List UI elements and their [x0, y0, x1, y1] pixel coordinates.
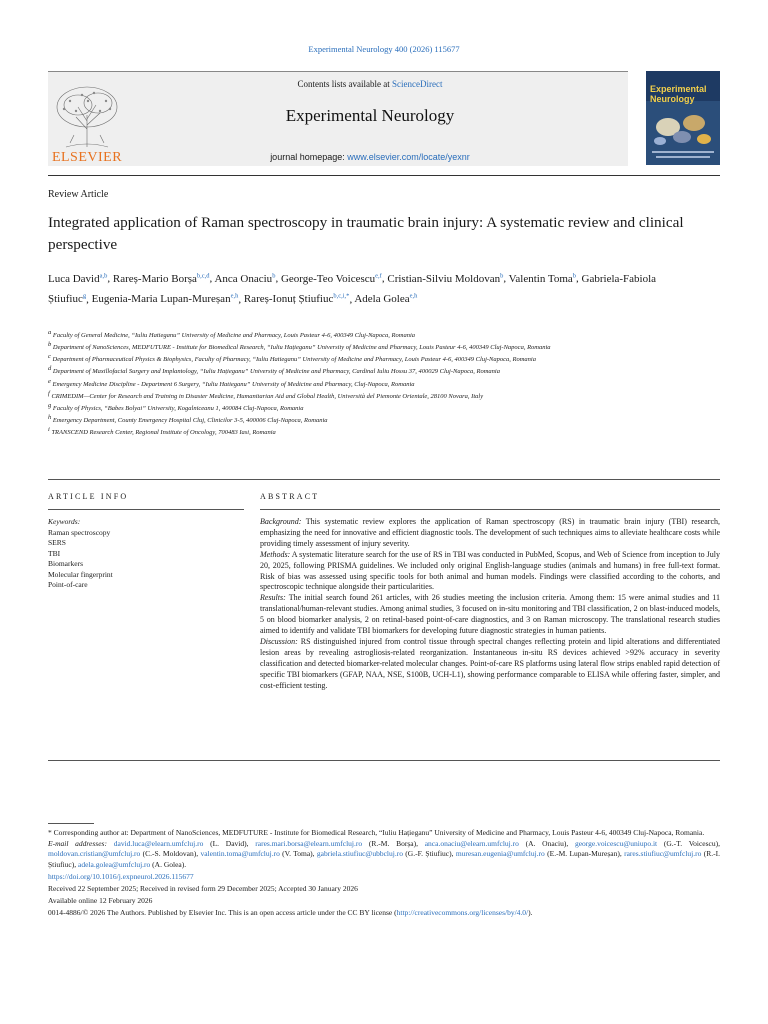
affiliation-text: Emergency Medicine Discipline - Department 6 Surgery, “Iuliu Hatieganu” University of Medicine and Pharmacy, Cluj-Napoca, Romania	[50, 380, 415, 388]
article-title: Integrated application of Raman spectroscopy in traumatic brain injury: A systematic review and clinical perspective	[48, 214, 684, 253]
affiliation-item	[48, 364, 628, 376]
affiliation-text: Faculty of Physics, “Babes Bolyai” University, Kogalniceanu 1, 400084 Cluj-Napoca, Romania	[51, 405, 304, 413]
footnote-divider	[48, 823, 94, 824]
abstract-section-text: A systematic literature search for the use of RS in TBI was conducted in PubMed, Scopus, and Web of Science from inception to July 20, 2025, following PRISMA guidelines. We included only original English-language studies (animals and humans) in free full-text format. Risk of bias was assessed using specific tools for both animal and human models. Findings were classified according to the cohorts, and spectroscopic technique alongside their particularities.	[260, 549, 720, 592]
author-name[interactable]: Gabriela-Fabiola Știufiuc	[48, 272, 657, 306]
affiliation-text: Faculty of General Medicine, “Iuliu Hatieganu” University of Medicine and Pharmacy, Louis Pasteur 4-6, 400349 Cluj-Napoca, Romania	[51, 332, 416, 340]
email-link[interactable]: george.voicescu@uniupo.it	[574, 838, 658, 848]
email-addresses	[48, 839, 720, 871]
affiliation-key: f	[48, 389, 50, 397]
email-owner: (G.-T. Voicescu),	[657, 838, 720, 848]
abstract-paragraph	[260, 517, 720, 550]
affiliation-item	[48, 352, 628, 364]
author-separator: ,	[209, 272, 215, 285]
affiliation-text: Emergency Department, County Emergency Hospital Cluj, Clinicilor 3-5, 400006 Cluj-Napoca, Romania	[51, 417, 328, 425]
copyright-line	[48, 908, 728, 917]
affiliation-text: TRANSCEND Research Center, Regional Institute of Oncology, 700483 Iasi, Romania	[49, 429, 276, 437]
affiliation-item	[48, 413, 628, 425]
abstract-heading: ABSTRACT	[260, 492, 320, 501]
author-name[interactable]: Anca Onaciu	[214, 272, 273, 285]
affiliation-key: d	[48, 365, 52, 373]
cover-title	[650, 84, 716, 104]
affiliation-item	[48, 340, 628, 352]
email-label: E-mail addresses:	[48, 838, 114, 848]
affiliation-item	[48, 389, 628, 401]
section-divider	[48, 479, 720, 480]
homepage-line	[140, 152, 600, 162]
author-list	[48, 267, 688, 308]
author[interactable]	[113, 273, 210, 285]
author-name[interactable]: Luca David	[48, 272, 100, 285]
author[interactable]	[387, 273, 503, 285]
abstract-end-divider	[48, 760, 720, 761]
author-affiliation-marker[interactable]: e,f	[375, 272, 382, 279]
email-link[interactable]: moldovan.cristian@umfcluj.ro	[48, 849, 141, 859]
keyword-item: Point-of-care	[48, 580, 88, 589]
affiliation-item	[48, 401, 628, 413]
affiliation-key: e	[48, 377, 51, 385]
email-link[interactable]: muresan.eugenia@umfcluj.ro	[455, 849, 545, 859]
abstract-divider	[260, 509, 720, 510]
affiliation-item	[48, 425, 628, 437]
corresponding-author-note: * Corresponding author at: Department of NanoSciences, MEDFUTURE - Institute for Biomedical Research, “Iuliu Hațieganu” University of Medicine and Pharmacy, Louis Pasteur 4-6, 400349 Cluj-Napoca, Romania.	[48, 828, 705, 837]
article-info-divider	[48, 509, 244, 510]
affiliation-key: g	[48, 401, 52, 409]
author-affiliation-marker[interactable]: b	[272, 272, 276, 279]
email-owner: (L. David),	[203, 838, 256, 848]
author-name[interactable]: Eugenia-Maria Lupan-Mureșan	[91, 293, 231, 306]
email-owner: (V. Toma),	[279, 849, 317, 859]
author-name[interactable]: Adela Golea	[354, 293, 410, 306]
affiliation-key: a	[48, 329, 52, 336]
article-type: Review Article	[48, 189, 109, 200]
email-owner: (R.-I. Știufiuc),	[48, 849, 720, 869]
author-separator: ,	[107, 272, 113, 285]
available-online: Available online 12 February 2026	[48, 896, 153, 905]
abstract-section-text: The initial search found 261 articles, with 26 studies meeting the inclusion criteria. Among them: 15 were animal studies and 11 translational/human-relevant studies. Among animal studies, 3 focused on in-situ monitoring and TBI classification, 2 on blast-induced models, 5 on blood biomarker analysis, 2 on retinal-based point-of-care diagnostics, and 3 on Raman microscopy. The translational research studies aimed to identify and validate TBI biomarkers for developing future diagnostic strategies in human patients.	[260, 593, 720, 636]
cover-title-line-2: Neurology	[650, 94, 695, 104]
affiliation-key: b	[48, 341, 52, 349]
abstract-section-label: Discussion:	[260, 636, 298, 646]
email-link[interactable]: adela.golea@umfcluj.ro	[78, 859, 151, 869]
abstract-body	[260, 517, 720, 692]
affiliation-item	[48, 328, 628, 340]
email-owner: (C.-S. Moldovan),	[140, 849, 201, 859]
author-separator: ,	[381, 272, 388, 285]
abstract-section-text: This systematic review explores the application of Raman spectroscopy (RS) in traumatic brain injury (TBI) research, emphasizing the need for innovative and efficient diagnostic tools. The development of such techniques aims to alleviate healthcare costs while providing timely assessment of injury severity.	[260, 517, 720, 548]
copyright-suffix: ).	[528, 908, 533, 917]
author-affiliation-marker[interactable]: e,h	[409, 292, 418, 300]
email-owner: (E.-M. Lupan-Mureșan),	[544, 849, 625, 859]
author-affiliation-marker[interactable]: b	[572, 272, 577, 279]
author-separator: ,	[576, 272, 582, 285]
author[interactable]	[92, 293, 239, 305]
author-separator: ,	[503, 272, 509, 285]
email-link[interactable]: valentin.toma@umfcluj.ro	[200, 849, 280, 859]
email-owner: (R.-M. Borșa),	[362, 838, 425, 848]
author-affiliation-marker[interactable]: b	[500, 272, 504, 279]
author[interactable]	[48, 273, 107, 285]
affiliation-text: CRIMEDIM—Center for Research and Training in Disaster Medicine, Humanitarian Aid and Global Health, Università del Piemonte Orientale, 28100 Novara, Italy	[49, 392, 484, 400]
author-name[interactable]: Rareș-Ionuț Știufiuc	[243, 293, 334, 306]
affiliation-text: Department of Pharmaceutical Physics & Biophysics, Faculty of Pharmacy, “Iuliu Hatieganu” University of Medicine and Pharmacy, Louis Pasteur 4-6, 400349 Cluj-Napoca, Romania	[50, 356, 536, 364]
author-affiliation-marker[interactable]: b,c,i,*	[333, 292, 350, 300]
author[interactable]	[214, 273, 275, 285]
article-info-heading: ARTICLE INFO	[48, 492, 129, 501]
email-link[interactable]: anca.onaciu@elearn.umfcluj.ro	[424, 838, 519, 848]
author-affiliation-marker[interactable]: b,c,d	[196, 272, 210, 279]
affiliation-text: Department of NanoSciences, MEDFUTURE - Institute for Biomedical Research, “Iuliu Hațieganu” University of Medicine and Pharmacy, Louis Pasteur 4-6, 400349 Cluj-Napoca, Romania	[51, 344, 551, 352]
doi-link[interactable]: https://doi.org/10.1016/j.expneurol.2026.115677	[48, 872, 194, 881]
footnotes	[48, 828, 720, 870]
author-separator: ,	[238, 293, 244, 306]
publisher-wordmark: ELSEVIER	[51, 150, 123, 165]
keywords-label: Keywords:	[48, 517, 81, 526]
abstract-section-label: Methods:	[260, 549, 291, 559]
abstract-paragraph	[260, 550, 720, 594]
author-separator: ,	[86, 293, 92, 306]
email-link[interactable]: gabriela.stiufiuc@ubbcluj.ro	[316, 849, 403, 859]
received-dates: Received 22 September 2025; Received in revised form 29 December 2025; Accepted 30 January 2026	[48, 884, 358, 893]
author-name[interactable]: Cristian-Silviu Moldovan	[387, 272, 501, 285]
author-separator: ,	[349, 293, 355, 306]
license-link[interactable]: http://creativecommons.org/licenses/by/4.0/	[396, 908, 529, 917]
abstract-paragraph	[260, 637, 720, 692]
abstract-paragraph	[260, 593, 720, 637]
keyword-item: SERS	[48, 538, 66, 547]
author[interactable]	[509, 273, 576, 285]
keyword-item: Molecular fingerprint	[48, 569, 113, 579]
email-owner: (A. Onaciu),	[518, 838, 575, 848]
affiliation-key: c	[48, 353, 51, 361]
affiliation-key: h	[48, 414, 52, 422]
affiliation-item	[48, 377, 628, 389]
contents-line	[140, 79, 600, 89]
journal-citation[interactable]: Experimental Neurology 400 (2026) 115677	[308, 44, 460, 54]
author[interactable]	[354, 293, 417, 305]
journal-title: Experimental Neurology	[285, 106, 455, 125]
author-affiliation-marker[interactable]: a,b	[99, 272, 108, 279]
email-link[interactable]: david.luca@elearn.umfcluj.ro	[113, 838, 204, 848]
email-link[interactable]: rares.stiufiuc@umfcluj.ro	[624, 849, 702, 859]
keyword-item: Raman spectroscopy	[48, 527, 111, 537]
affiliation-text: Department of Maxillofacial Surgery and Implantology, “Iuliu Hațieganu” University of Medicine and Pharmacy, Cardinal Iuliu Hossu 37, 400029 Cluj-Napoca, Romania	[51, 368, 500, 376]
abstract-section-label: Background:	[260, 517, 302, 526]
email-link[interactable]: rares.mari.borsa@elearn.umfcluj.ro	[255, 838, 363, 848]
author-separator: ,	[275, 272, 281, 285]
keyword-item: Biomarkers	[48, 559, 83, 568]
abstract-section-text: RS distinguished injured from control tissue through spectral changes reflecting protein and lipid alterations and differentiated lesion areas by revealing astrogliosis-related reorganization. Instantaneous in-situ RS devices achieved >92% accuracy in severity classification and detected biomarker-related molecular changes. Point-of-care RS platforms using lateral flow strips enabled rapid detection of specific TBI biomarkers (GFAP, NAA, NSE, S100B, UCH-L1), showing performance comparable to ELISA while offering faster, simpler, and cost-efficient testing.	[260, 636, 720, 690]
author-name[interactable]: Valentin Toma	[508, 272, 573, 285]
email-owner: (G.-F. Știufiuc),	[402, 849, 456, 859]
copyright-prefix: 0014-4886/© 2026 The Authors. Published by Elsevier Inc. This is an open access article under the CC BY license (	[48, 908, 397, 917]
author[interactable]	[281, 273, 382, 285]
author-affiliation-marker[interactable]: g	[82, 292, 87, 300]
sciencedirect-link[interactable]: ScienceDirect	[392, 79, 443, 89]
email-owner: (A. Golea).	[150, 859, 187, 869]
affiliations-list	[48, 328, 628, 437]
homepage-prefix: journal homepage:	[270, 152, 348, 162]
author-affiliation-marker[interactable]: e,h	[230, 292, 239, 300]
author-name[interactable]: George-Teo Voicescu	[280, 272, 376, 285]
journal-homepage-link[interactable]: www.elsevier.com/locate/yexnr	[347, 152, 470, 162]
header-divider	[48, 175, 720, 176]
contents-prefix: Contents lists available at	[297, 79, 392, 89]
keyword-list	[48, 528, 244, 591]
keyword-item: TBI	[48, 548, 61, 558]
author[interactable]	[244, 293, 350, 305]
author-name[interactable]: Rareș-Mario Borșa	[112, 272, 197, 285]
cover-title-line-1: Experimental	[650, 84, 707, 94]
abstract-section-label: Results:	[260, 593, 286, 603]
affiliation-key: i	[48, 426, 50, 434]
keywords-block	[48, 517, 244, 591]
